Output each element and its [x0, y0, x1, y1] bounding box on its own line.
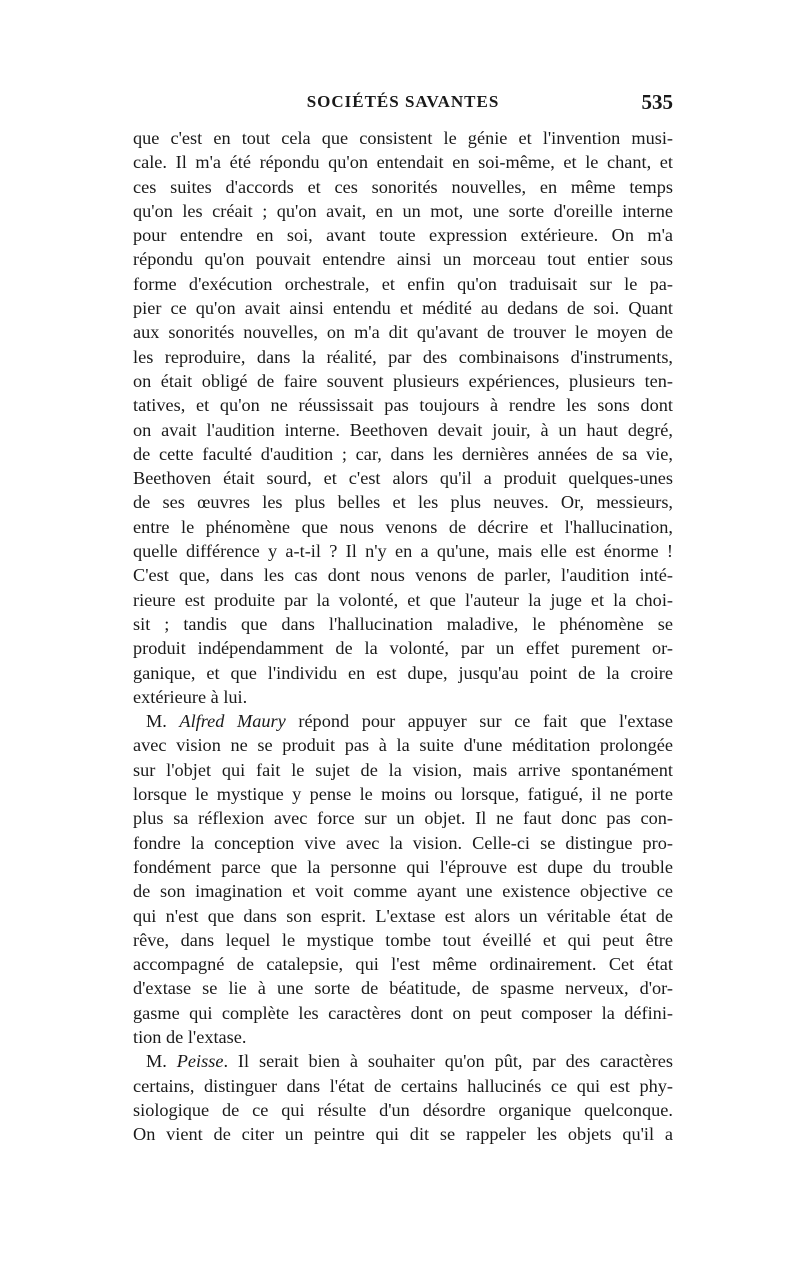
speaker-name: Alfred Maury: [179, 711, 286, 732]
page-header: [133, 92, 673, 122]
text-line: Beethoven était sourd, et c'est alors qu'il a produit quelques-unes: [133, 468, 673, 489]
text-line: quelle différence y a-t-il ? Il n'y en a qu'une, mais elle est énorme !: [133, 541, 673, 562]
text-line: C'est que, dans les cas dont nous venons de parler, l'audition inté-: [133, 565, 673, 586]
text-line: on avait l'audition interne. Beethoven devait jouir, à un haut degré,: [133, 419, 673, 440]
text-line: extérieure à lui.: [133, 686, 248, 707]
text-line: fondément parce que la personne qui l'éprouve est dupe du trouble: [133, 856, 673, 877]
text-line: de cette faculté d'audition ; car, dans les dernières années de sa vie,: [133, 443, 673, 464]
text-line: rêve, dans lequel le mystique tombe tout éveillé et qui peut être: [133, 929, 673, 950]
text-line: gasme qui complète les caractères dont on peut composer la défini-: [133, 1002, 673, 1023]
text-line: avec vision ne se produit pas à la suite d'une méditation prolongée: [133, 735, 673, 756]
text-line: aux sonorités nouvelles, on m'a dit qu'avant de trouver le moyen de: [133, 322, 673, 343]
text-line: [133, 1049, 673, 1073]
speaker-title: M.: [146, 1051, 177, 1072]
text-line: que c'est en tout cela que consistent le génie et l'invention musi-: [133, 128, 673, 148]
text-line: ganique, et que l'individu en est dupe, jusqu'au point de la croire: [133, 662, 673, 683]
text-line: d'extase se lie à une sorte de béatitude, de spasme nerveux, d'or-: [133, 978, 673, 999]
text-line: lorsque le mystique y pense le moins ou lorsque, fatigué, il ne porte: [133, 784, 673, 805]
text-line: produit indépendamment de la volonté, par un effet purement or-: [133, 638, 673, 659]
text-line: de son imagination et voit comme ayant une existence objective ce: [133, 881, 673, 902]
text-line: cale. Il m'a été répondu qu'on entendait en soi-même, et le chant, et: [133, 152, 673, 173]
text-line: qu'on les créait ; qu'on avait, en un mot, une sorte d'oreille interne: [133, 200, 673, 221]
text-line: accompagné de catalepsie, qui l'est même ordinairement. Cet état: [133, 954, 673, 975]
text-line: tatives, et qu'on ne réussissait pas toujours à rendre les sons dont: [133, 395, 673, 416]
text-line: [133, 709, 673, 733]
text-line: ces suites d'accords et ces sonorités nouvelles, en même temps: [133, 176, 673, 197]
text-line: sur l'objet qui fait le sujet de la vision, mais arrive spontanément: [133, 759, 673, 780]
text-line: certains, distinguer dans l'état de certains hallucinés ce qui est phy-: [133, 1075, 673, 1096]
speaker-title: M.: [146, 711, 180, 732]
speaker-name: Peisse: [176, 1051, 224, 1072]
text-line: de ses œuvres les plus belles et les plus neuves. Or, messieurs,: [133, 492, 673, 513]
text-line: sit ; tandis que dans l'hallucination maladive, le phénomène se: [133, 613, 673, 634]
text-line: les reproduire, dans la réalité, par des combinaisons d'instruments,: [133, 346, 673, 367]
text-line: entre le phénomène que nous venons de décrire et l'hallucination,: [133, 516, 673, 537]
running-title: SOCIÉTÉS SAVANTES: [306, 92, 500, 111]
text-line: fondre la conception vive avec la vision. Celle-ci se distingue pro-: [133, 832, 673, 853]
text-line: On vient de citer un peintre qui dit se rappeler les objets qu'il a: [133, 1124, 673, 1145]
text-line: rieure est produite par la volonté, et que l'auteur la juge et la choi-: [133, 589, 673, 610]
text-line: forme d'exécution orchestrale, et enfin qu'on traduisait sur le pa-: [133, 273, 673, 294]
line-text: répond pour appuyer sur ce fait que l'extase: [285, 711, 673, 732]
line-text: . Il serait bien à souhaiter qu'on pût, par des caractères: [223, 1051, 673, 1072]
text-line: on était obligé de faire souvent plusieurs expériences, plusieurs ten-: [133, 370, 673, 391]
text-line: pour entendre en soi, avant toute expression extérieure. On m'a: [133, 225, 673, 246]
text-line: répondu qu'on pouvait entendre ainsi un morceau tout entier sous: [133, 249, 673, 270]
text-line: qui n'est que dans son esprit. L'extase est alors un véritable état de: [133, 905, 673, 926]
text-line: tion de l'extase.: [133, 1026, 247, 1047]
text-line: pier ce qu'on avait ainsi entendu et médité au dedans de soi. Quant: [133, 298, 673, 319]
body-text: [133, 126, 673, 1146]
page-number: 535: [641, 90, 673, 114]
text-line: siologique de ce qui résulte d'un désordre organique quelconque.: [133, 1099, 673, 1120]
text-line: plus sa réflexion avec force sur un objet. Il ne faut donc pas con-: [133, 808, 673, 829]
